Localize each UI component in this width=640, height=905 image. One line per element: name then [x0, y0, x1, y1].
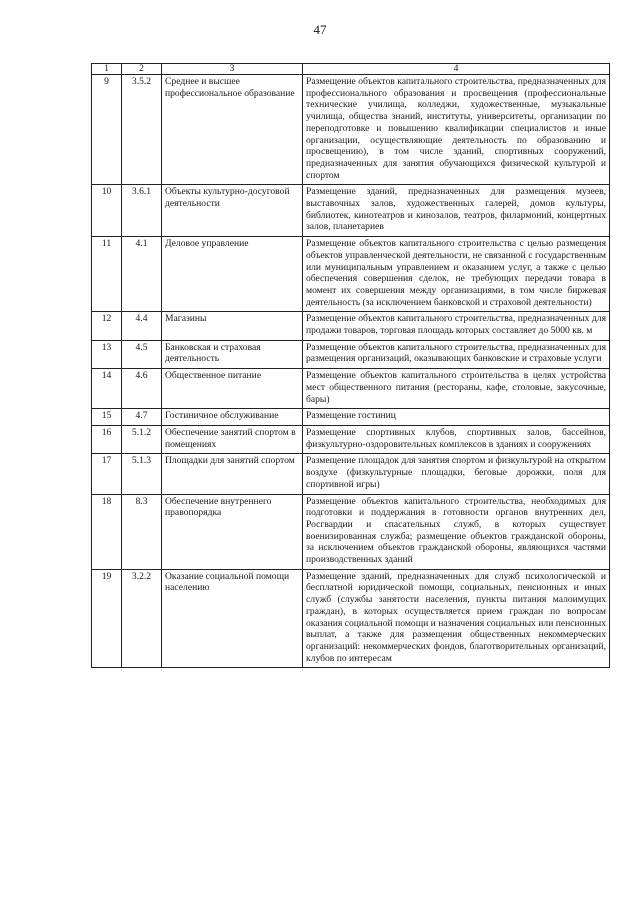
description-cell: Размещение зданий, предназначенных для служб психологической и бесплатной юридической помощи, социальных, пенсионных и иных служб (службы занятости населения, пункты питания малоимущих граждан), в которых осуществляется прием граждан по вопросам оказания социальной помощи и назначения социальных или пенсионных выплат, а также для размещения общественных некоммерческих организаций: некоммерческих фондов, благотворительных организаций, клубов по интересам — [303, 569, 610, 668]
description-cell: Размещение объектов капитального строительства, предназначенных для размещения организаций, оказывающих банковские и страховые услуги — [303, 340, 610, 368]
table-row — [92, 312, 610, 340]
row-number-cell: 15 — [92, 409, 122, 426]
code-cell: 3.6.1 — [122, 185, 162, 237]
description-cell: Размещение объектов капитального строительства, предназначенных для профессионального образования и просвещения (профессиональные технические училища, колледжи, художественные, музыкальные училища, общества знаний, институты, университеты, организации по переподготовке и повышению квалификации специалистов и иные организации, осуществляющие деятельность по образованию и просвещению), в том числе зданий, спортивных сооружений, предназначенных для занятия обучающихся физической культурой и спортом — [303, 75, 610, 185]
description-cell: Размещение гостиниц — [303, 409, 610, 426]
code-cell: 5.1.2 — [122, 425, 162, 453]
row-number-cell: 13 — [92, 340, 122, 368]
row-number-cell: 10 — [92, 185, 122, 237]
code-cell: 4.1 — [122, 237, 162, 312]
table-row — [92, 569, 610, 668]
code-cell: 8.3 — [122, 494, 162, 569]
description-cell: Размещение объектов капитального строительства, предназначенных для продажи товаров, торговая площадь которых составляет до 5000 кв. м — [303, 312, 610, 340]
table-header-row — [92, 64, 610, 75]
row-number-cell: 12 — [92, 312, 122, 340]
description-cell: Размещение площадок для занятия спортом и физкультурой на открытом воздухе (физкультурные площадки, беговые дорожки, поля для спортивной игры) — [303, 454, 610, 494]
row-number-cell: 16 — [92, 425, 122, 453]
row-number-cell: 11 — [92, 237, 122, 312]
code-cell: 5.1.3 — [122, 454, 162, 494]
table-body — [92, 64, 610, 668]
code-cell: 4.5 — [122, 340, 162, 368]
code-cell: 4.7 — [122, 409, 162, 426]
table-row — [92, 425, 610, 453]
header-cell-4: 4 — [303, 64, 610, 75]
header-cell-2: 2 — [122, 64, 162, 75]
table-row — [92, 454, 610, 494]
page-number: 47 — [313, 22, 327, 37]
table-row — [92, 340, 610, 368]
code-cell: 3.2.2 — [122, 569, 162, 668]
table-row — [92, 185, 610, 237]
land-use-table — [91, 63, 610, 668]
use-name-cell: Общественное питание — [162, 369, 303, 409]
table-row — [92, 409, 610, 426]
use-name-cell: Банковская и страховая деятельность — [162, 340, 303, 368]
row-number-cell: 14 — [92, 369, 122, 409]
row-number-cell: 17 — [92, 454, 122, 494]
use-name-cell: Площадки для занятий спортом — [162, 454, 303, 494]
code-cell: 3.5.2 — [122, 75, 162, 185]
description-cell: Размещение спортивных клубов, спортивных залов, бассейнов, физкультурно-оздоровительных комплексов в зданиях и сооружениях — [303, 425, 610, 453]
use-name-cell: Деловое управление — [162, 237, 303, 312]
use-name-cell: Среднее и высшее профессиональное образование — [162, 75, 303, 185]
use-name-cell: Объекты культурно-досуговой деятельности — [162, 185, 303, 237]
row-number-cell: 18 — [92, 494, 122, 569]
use-name-cell: Обеспечение внутреннего правопорядка — [162, 494, 303, 569]
table-row — [92, 75, 610, 185]
header-cell-1: 1 — [92, 64, 122, 75]
code-cell: 4.6 — [122, 369, 162, 409]
description-cell: Размещение объектов капитального строительства, необходимых для подготовки и поддержания в готовности органов внутренних дел, Росгвардии и спасательных служб, в которых существует военизированная служба; размещение объектов гражданской обороны, за исключением объектов гражданской обороны, являющихся частями производственных зданий — [303, 494, 610, 569]
description-cell: Размещение объектов капитального строительства с целью размещения объектов управленческой деятельности, не связанной с государственным или муниципальным управлением и оказанием услуг, а также с целью обеспечения совершения сделок, не требующих передачи товара в момент их совершения между организациями, в том числе биржевая деятельность (за исключением банковской и страховой деятельности) — [303, 237, 610, 312]
header-cell-3: 3 — [162, 64, 303, 75]
use-name-cell: Магазины — [162, 312, 303, 340]
use-name-cell: Оказание социальной помощи населению — [162, 569, 303, 668]
row-number-cell: 19 — [92, 569, 122, 668]
use-name-cell: Обеспечение занятий спортом в помещениях — [162, 425, 303, 453]
table-row — [92, 237, 610, 312]
row-number-cell: 9 — [92, 75, 122, 185]
description-cell: Размещение зданий, предназначенных для размещения музеев, выставочных залов, художественных галерей, домов культуры, библиотек, кинотеатров и кинозалов, театров, филармоний, концертных залов, планетариев — [303, 185, 610, 237]
use-name-cell: Гостиничное обслуживание — [162, 409, 303, 426]
table-row — [92, 494, 610, 569]
code-cell: 4.4 — [122, 312, 162, 340]
description-cell: Размещение объектов капитального строительства в целях устройства мест общественного питания (рестораны, кафе, столовые, закусочные, бары) — [303, 369, 610, 409]
table-row — [92, 369, 610, 409]
